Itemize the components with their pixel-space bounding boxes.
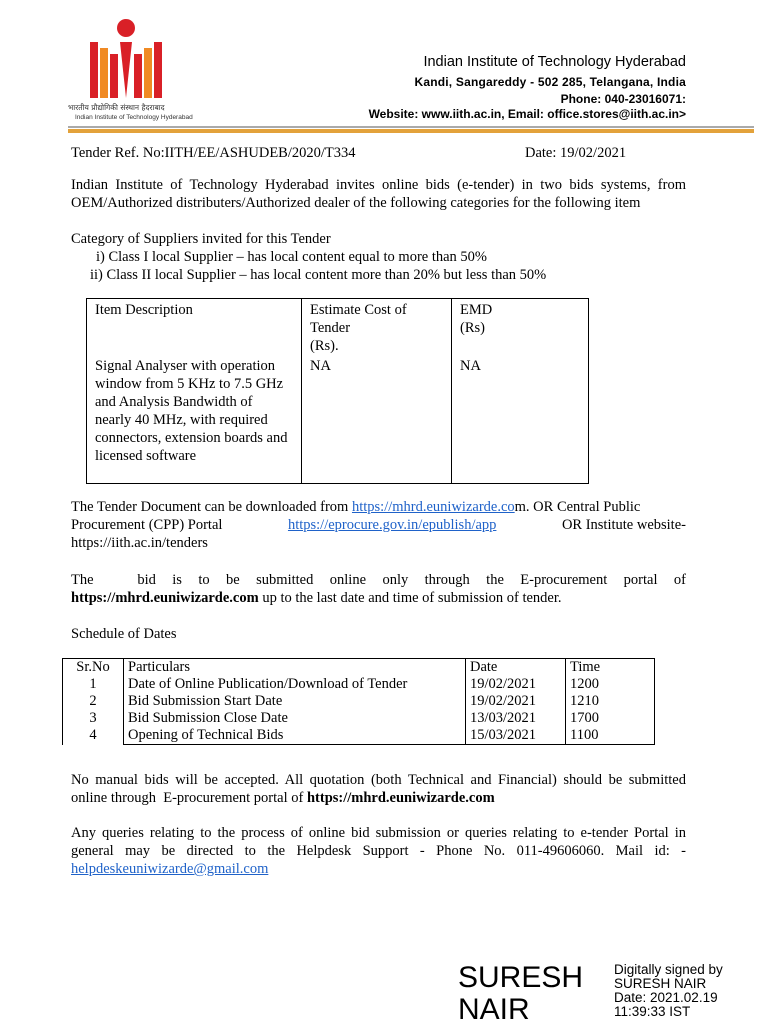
header-divider bbox=[68, 126, 754, 128]
signature-name: SURESH NAIR bbox=[458, 961, 584, 1026]
helpdesk-email bbox=[71, 860, 268, 878]
institute-tenders-url: https://iith.ac.in/tenders bbox=[71, 535, 208, 551]
schedule-table bbox=[62, 658, 655, 745]
manual-line-1: No manual bids will be accepted. All quotation (both Technical and Financial) should be submitted bbox=[71, 772, 686, 788]
signature-details: Digitally signed by SURESH NAIR Date: 2021.02.19 11:39:33 IST bbox=[614, 962, 723, 1019]
header-accent-bar bbox=[68, 129, 754, 133]
eprocure-link[interactable]: https://eprocure.gov.in/epublish/app bbox=[287, 517, 497, 533]
sched-header-srno: Sr.No 1 2 3 4 bbox=[63, 659, 124, 745]
institute-name: Indian Institute of Technology Hyderabad bbox=[423, 54, 686, 70]
iith-logo-icon bbox=[82, 18, 177, 100]
institute-website-email: Website: www.iith.ac.in, Email: office.stores@iith.ac.in> bbox=[368, 107, 686, 121]
emd-header: EMD (Rs) bbox=[452, 299, 589, 356]
manual-line-2: online through E-procurement portal of https://mhrd.euniwizarde.com bbox=[71, 790, 495, 806]
category-class-2: ii) Class II local Supplier – has local content more than 20% but less than 50% bbox=[90, 267, 547, 283]
emd-cell: NA bbox=[452, 355, 589, 484]
helpdesk-email-link[interactable]: helpdeskeuniwizarde@gmail.com bbox=[71, 861, 269, 877]
estimate-cost-cell: NA bbox=[302, 355, 452, 484]
intro-line-1: Indian Institute of Technology Hyderabad invites online bids (e-tender) in two bids systems, from bbox=[71, 177, 686, 193]
institute-address: Kandi, Sangareddy - 502 285, Telangana, India bbox=[414, 75, 686, 89]
category-heading: Category of Suppliers invited for this Tender bbox=[71, 231, 331, 247]
submit-line-2: https://mhrd.euniwizarde.com up to the last date and time of submission of tender. bbox=[71, 590, 562, 606]
intro-line-2: OEM/Authorized distributers/Authorized dealer of the following categories for the following item bbox=[71, 195, 641, 211]
schedule-heading: Schedule of Dates bbox=[71, 626, 177, 642]
logo-english-text: Indian Institute of Technology Hyderabad bbox=[75, 114, 193, 121]
item-desc-cell: Signal Analyser with operation window from 5 KHz to 7.5 GHz and Analysis Bandwidth of nearly 40 MHz, with required connectors, extension boards and licensed software bbox=[87, 355, 302, 484]
sched-col-particulars: Particulars Date of Online Publication/Download of Tender Bid Submission Start Date Bid Submission Close Date Opening of Technical Bids bbox=[124, 659, 466, 745]
sched-col-date: Date 19/02/2021 19/02/2021 13/03/2021 15/03/2021 bbox=[466, 659, 566, 745]
queries-line-1: Any queries relating to the process of online bid submission or queries relating to e-tender Portal in bbox=[71, 825, 686, 841]
download-line-2: Procurement (CPP) Portal https://eprocure.gov.in/epublish/app OR Institute website- bbox=[71, 517, 686, 533]
estimate-cost-header: Estimate Cost of Tender (Rs). bbox=[302, 299, 452, 356]
item-desc-header: Item Description bbox=[87, 299, 302, 356]
item-table bbox=[86, 298, 589, 484]
manual-url: https://mhrd.euniwizarde.com bbox=[306, 790, 495, 806]
tender-reference: Tender Ref. No:IITH/EE/ASHUDEB/2020/T334 bbox=[71, 145, 356, 161]
tender-date: Date: 19/02/2021 bbox=[525, 145, 627, 161]
category-class-1: i) Class I local Supplier – has local content equal to more than 50% bbox=[96, 249, 487, 265]
logo-hindi-text: भारतीय प्रौद्योगिकी संस्थान हैदराबाद bbox=[68, 103, 165, 112]
submit-line-1: The bid is to be submitted online only through the E-procurement portal of bbox=[71, 572, 686, 588]
sched-col-time: Time 1200 1210 1700 1100 bbox=[566, 659, 655, 745]
download-line-1: The Tender Document can be downloaded from https://mhrd.euniwizarde.com. OR Central Public bbox=[71, 499, 641, 515]
institute-phone: Phone: 040-23016071: bbox=[560, 92, 686, 106]
queries-line-2: general may be directed to the Helpdesk Support - Phone No. 011-49606060. Mail id: - bbox=[71, 843, 686, 859]
euniwizarde-link[interactable]: https://mhrd.euniwizarde.co bbox=[351, 499, 515, 515]
submit-url: https://mhrd.euniwizarde.com bbox=[71, 590, 259, 606]
